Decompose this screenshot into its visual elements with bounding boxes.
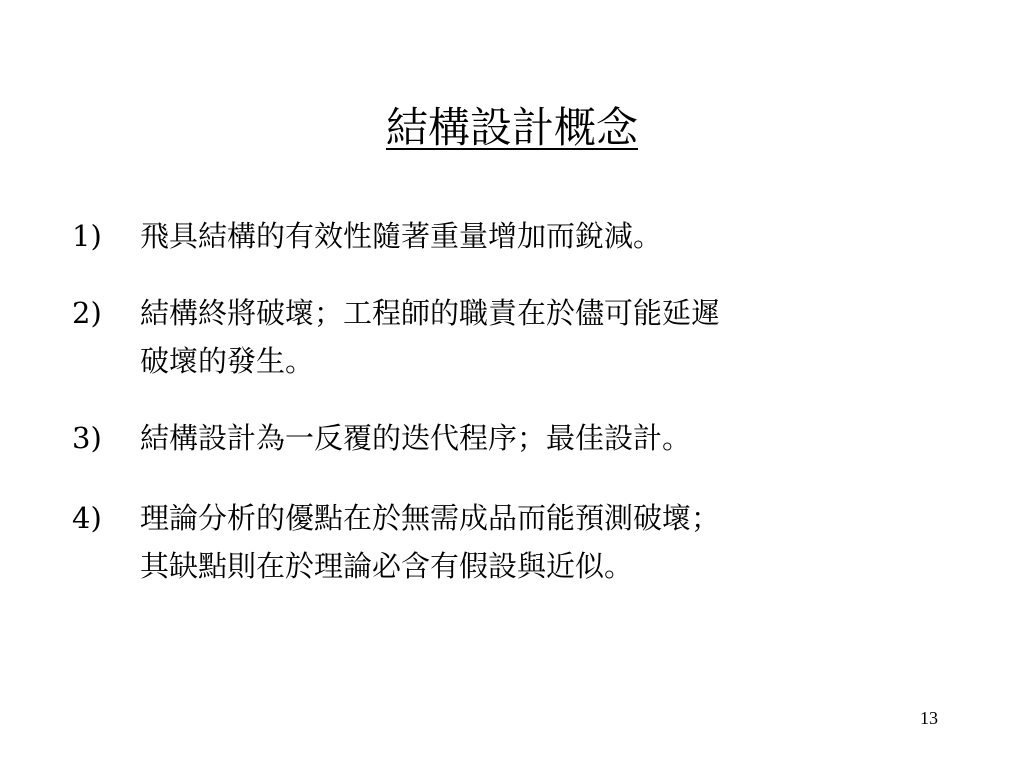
item-text-continuation: 其缺點則在於理論必含有假設與近似。	[140, 549, 634, 583]
item-number: 1)	[72, 219, 102, 253]
list-item	[72, 494, 720, 590]
item-text: 結構終將破壞；工程師的職責在於儘可能延遲	[140, 296, 721, 330]
page-number: 13	[920, 708, 938, 728]
item-number: 3)	[72, 421, 102, 455]
list-item	[72, 414, 691, 462]
list-item	[72, 212, 662, 260]
slide-title: 結構設計概念	[385, 103, 638, 152]
item-text: 結構設計為一反覆的迭代程序；最佳設計。	[140, 421, 692, 455]
list-item	[72, 289, 720, 385]
item-number: 4)	[72, 501, 102, 535]
item-text: 飛具結構的有效性隨著重量增加而銳減。	[140, 219, 663, 253]
item-number: 2)	[72, 296, 102, 330]
item-text: 理論分析的優點在於無需成品而能預測破壞；	[140, 501, 721, 535]
item-text-continuation: 破壞的發生。	[140, 344, 315, 378]
